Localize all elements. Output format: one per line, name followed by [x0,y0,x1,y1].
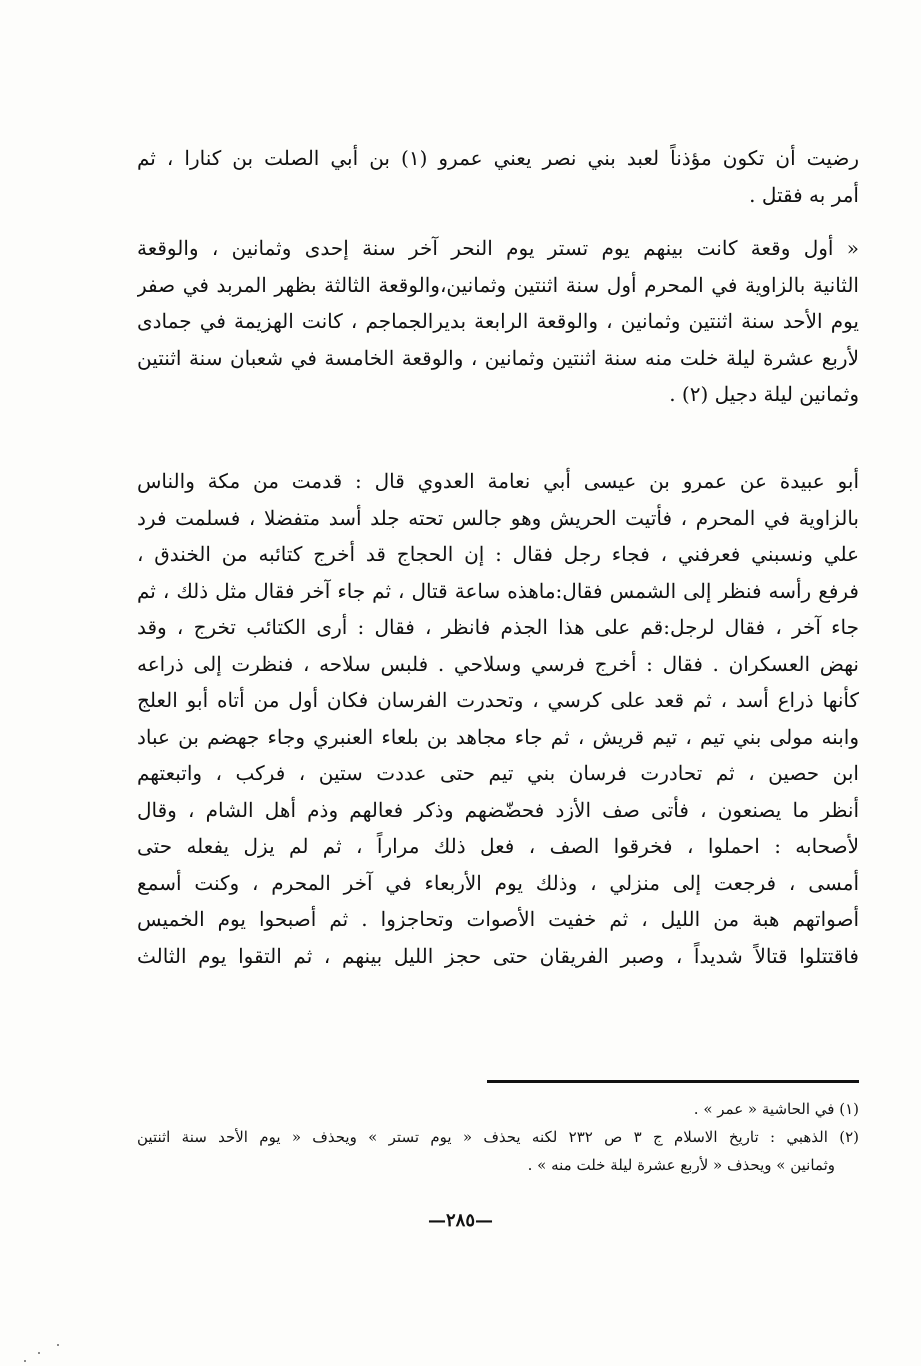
text-line: بالزاوية في المحرم ، فأتيت الحريش وهو جالس تحته جلد أسد متفضلا ، فسلمت فرد [137,505,859,530]
text-line: وثمانين ليلة دجيل (٢) . [669,382,859,406]
text-line: أصواتهم هبة من الليل ، ثم خفيت الأصوات وتحاجزوا . ثم أصبحوا يوم الخميس [137,907,859,931]
paragraph-2 [137,230,859,413]
paragraph-3 [137,463,859,974]
footnote-2-continuation: وثمانين » ويحذف « لأربع عشرة ليلة خلت منه » . [527,1156,835,1174]
scan-speck [57,1344,59,1346]
text-line: أمر به فقتل . [749,182,859,207]
footnote-divider [487,1080,859,1083]
text-line: نهض العسكران . فقال : أخرج فرسي وسلاحي . فلبس سلاحه ، فنظرت إلى ذراعه [137,651,859,676]
text-line: لأصحابه : احملوا ، فخرقوا الصف ، فعل ذلك مراراً ، ثم لم يزل يفعله حتى [137,834,859,858]
footnote-2: (٢) الذهبي : تاريخ الاسلام ج ٣ ص ٢٣٢ لكنه يحذف « يوم تستر » ويحذف « يوم الأحد سنة اثنتين [137,1128,859,1146]
text-line: فرفع رأسه فنظر إلى الشمس فقال:ماهذه ساعة قتال ، ثم جاء آخر فقال مثل ذلك ، ثم [137,578,859,603]
scan-speck [24,1360,26,1362]
text-line: لأربع عشرة ليلة خلت منه سنة اثنتين وثمانين ، والوقعة الخامسة في شعبان سنة اثنتين [137,345,859,370]
text-line: جاء آخر ، فقال لرجل:قم على هذا الجذم فانظر ، فقال : أرى الكتائب تخرج ، وقد [137,615,859,639]
footnote-1: (١) في الحاشية « عمر » . [693,1100,859,1118]
text-line: « أول وقعة كانت بينهم يوم تستر يوم النحر آخر سنة إحدى وثمانين ، والوقعة [137,236,859,260]
text-line: أمسى ، فرجعت إلى منزلي ، وذلك يوم الأربعاء في آخر المحرم ، وكنت أسمع [137,870,859,895]
paragraph-1 [137,140,859,213]
text-line: كأنها ذراع أسد ، ثم قعد على كرسي ، وتحدرت الفرسان فكان أول من أتاه أبو العلج [137,688,859,712]
text-line: رضيت أن تكون مؤذناً لعبد بني نصر يعني عمرو (١) بن أبي الصلت بن كنارا ، ثم [137,146,859,170]
text-line: يوم الأحد سنة اثنتين وثمانين ، والوقعة الرابعة بديرالجماجم ، كانت الهزيمة في جمادى [137,309,859,333]
text-line: أنظر ما يصنعون ، فأتى صف الأزد فحضّضهم وذكر فعالهم وذم أهل الشام ، وقال [137,797,859,822]
text-line: فاقتتلوا قتالاً شديداً ، وصبر الفريقان حتى حجز الليل بينهم ، ثم التقوا يوم الثالث [137,943,859,968]
page-number: —٢٨٥— [427,1210,493,1231]
text-line: أبو عبيدة عن عمرو بن عيسى أبي نعامة العدوي قال : قدمت من مكة والناس [137,469,859,493]
scan-speck [38,1352,40,1354]
text-line: علي ونسبني فعرفني ، فجاء رجل فقال : إن الحجاج قد أخرج كتائبه من الخندق ، [137,542,859,566]
text-line: الثانية بالزاوية في المحرم أول سنة اثنتين وثمانين،والوقعة الثالثة بظهر المربد في صفر [137,272,859,297]
footnotes [137,1095,859,1179]
text-line: وابنه مولى بني تيم ، تيم قريش ، ثم جاء مجاهد بن بلعاء العنبري وجاء جهضم بن عباد [137,724,859,749]
text-line: ابن حصين ، ثم تحادرت فرسان بني تيم حتى عددت ستين ، فركب ، واتبعتهم [137,761,859,785]
